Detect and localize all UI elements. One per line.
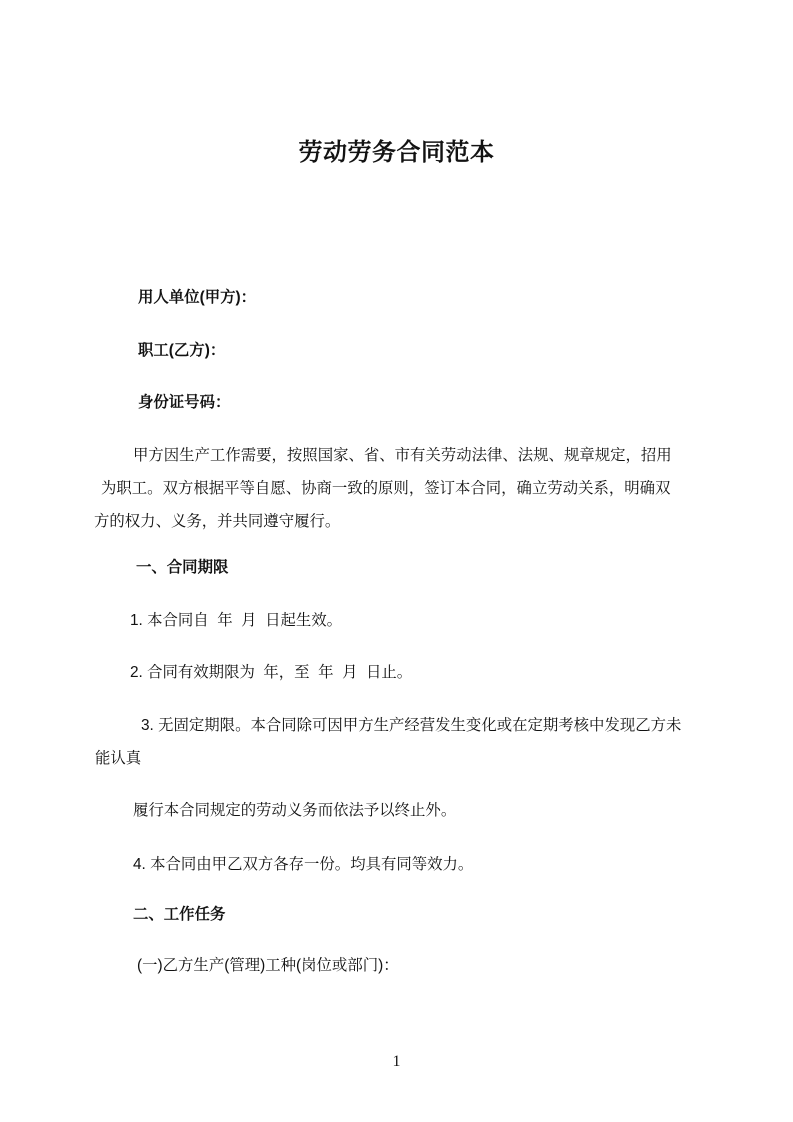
party-b-label: 职工(乙方)： [138,342,226,359]
section-1-item-3 [94,709,704,775]
page-number: 1 [392,1053,401,1070]
section-1-item-3-line-2: 能认真 [95,750,142,767]
section-1-item-4: 4. 本合同由甲乙双方各存一份。均具有同等效力。 [133,856,474,873]
document-title: 劳动劳务合同范本 [298,139,495,166]
intro-line-1: 甲方因生产工作需要，按照国家、省、市有关劳动法律、法规、规章规定，招用 [133,447,672,464]
intro-paragraph [94,439,704,538]
section-1-item-3-continuation: 履行本合同规定的劳动义务而依法予以终止外。 [133,802,457,819]
intro-line-3: 方的权力、义务，并共同遵守履行。 [94,513,341,530]
section-1-item-2: 2. 合同有效期限为 年，至 年 月 日止。 [130,664,413,681]
section-1-item-3-line-1: 3. 无固定期限。本合同除可因甲方生产经营发生变化或在定期考核中发现乙方未 [141,717,682,734]
section-1-heading: 一、合同期限 [136,559,229,576]
party-a-label: 用人单位(甲方)： [138,289,256,306]
section-2-item-1: (一)乙方生产(管理)工种(岗位或部门)： [137,957,399,974]
section-2-heading: 二、工作任务 [133,906,226,923]
id-number-label: 身份证号码： [138,394,231,411]
intro-line-2: 为职工。双方根据平等自愿、协商一致的原则，签订本合同，确立劳动关系，明确双 [101,480,671,497]
section-1-item-1: 1. 本合同自 年 月 日起生效。 [130,612,343,629]
